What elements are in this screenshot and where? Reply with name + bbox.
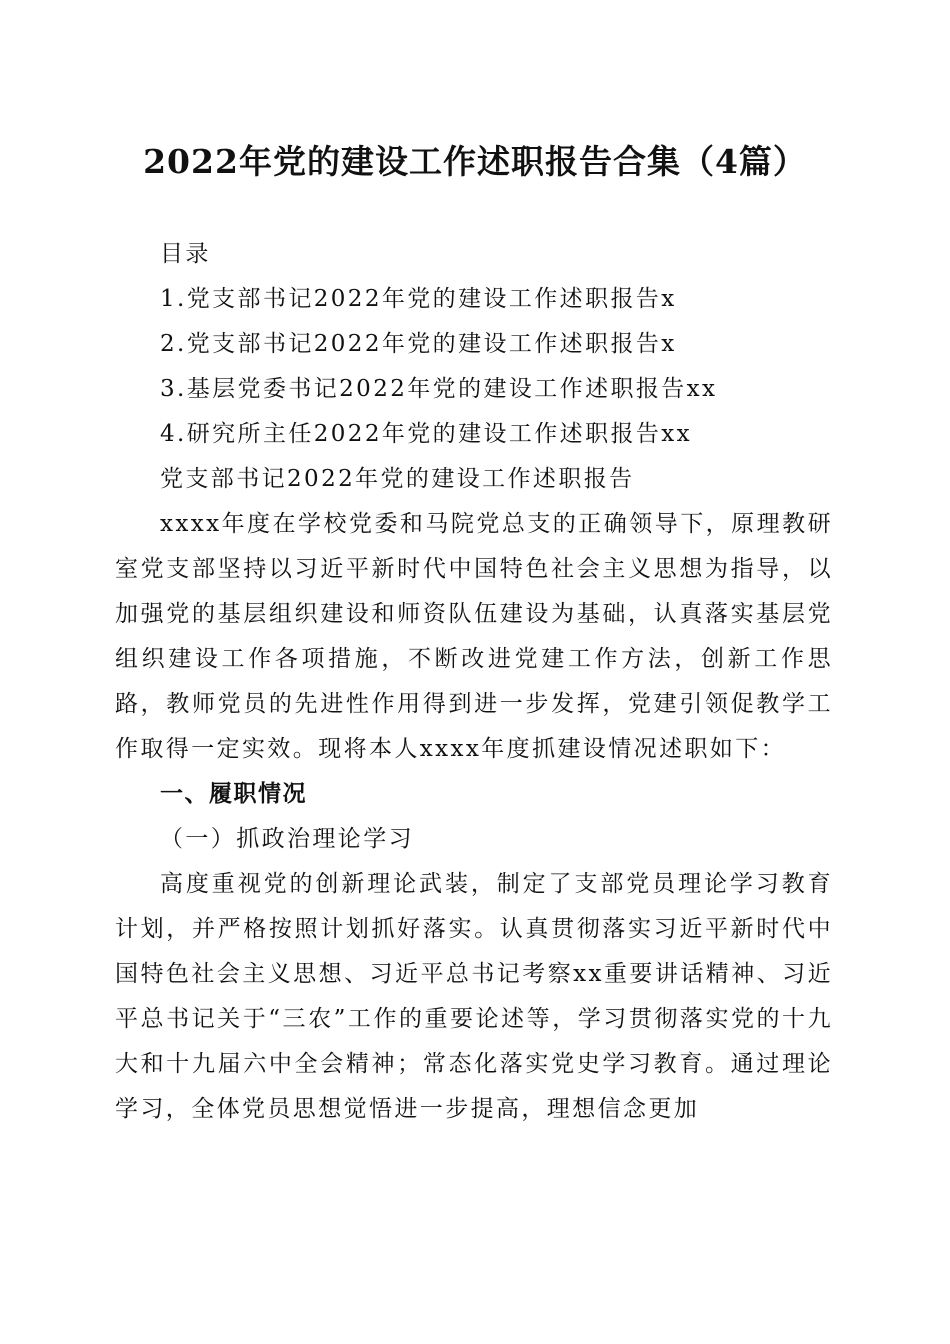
article-title: 党支部书记2022年党的建设工作述职报告 (160, 466, 635, 492)
toc-item: 1.党支部书记2022年党的建设工作述职报告x (160, 286, 677, 312)
intro-paragraph: xxxx年度在学校党委和马院党总支的正确领导下，原理教研室党支部坚持以习近平新时代中国特色社会主义思想为指导，以加强党的基层组织建设和师资队伍建设为基础，认真落实基层党组织建设工作各项措施，不断改进党建工作方法，创新工作思路，教师党员的先进性作用得到进一步发挥，党建引领促教学工作取得一定实效。现将本人xxxx年度抓建设情况述职如下： (115, 511, 833, 762)
toc-item: 2.党支部书记2022年党的建设工作述职报告x (160, 331, 677, 357)
section-heading: 一、履职情况 (160, 781, 307, 807)
document-body (115, 232, 833, 1132)
document-title: 2022年党的建设工作述职报告合集（4篇） (143, 142, 807, 181)
toc-item: 4.研究所主任2022年党的建设工作述职报告xx (160, 421, 693, 447)
toc-item: 3.基层党委书记2022年党的建设工作述职报告xx (160, 376, 718, 402)
subsection-heading: （一）抓政治理论学习 (160, 826, 414, 852)
toc-label: 目录 (160, 241, 211, 267)
body-paragraph: 高度重视党的创新理论武装，制定了支部党员理论学习教育计划，并严格按照计划抓好落实。认真贯彻落实习近平新时代中国特色社会主义思想、习近平总书记考察xx重要讲话精神、习近平总书记关于“三农”工作的重要论述等，学习贯彻落实党的十九大和十九届六中全会精神；常态化落实党史学习教育。通过理论学习，全体党员思想觉悟进一步提高，理想信念更加 (115, 871, 833, 1122)
